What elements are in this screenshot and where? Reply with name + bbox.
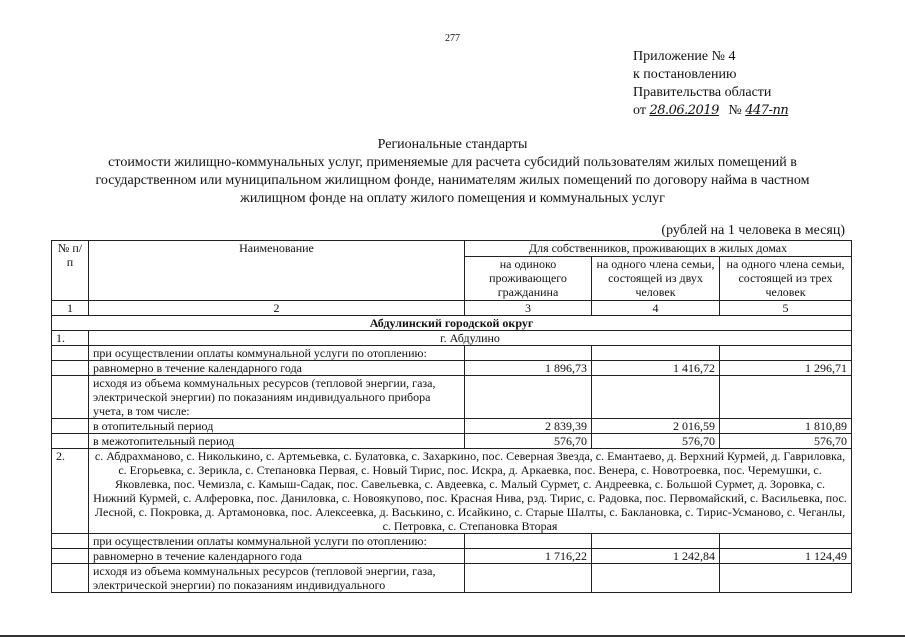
value-cell: 2 016,59 — [592, 419, 720, 434]
place-name: г. Абдулино — [89, 331, 852, 346]
title-line3: государственном или муниципальном жилищном фонде, нанимателям жилых помещений по договору найма в частном — [95, 173, 810, 188]
header-col5: на одного члена семьи, состоящей из трех человек — [720, 257, 852, 301]
title-line4: жилищном фонде на оплату жилого помещения и коммунальных услуг — [240, 191, 665, 206]
heating-label: при осуществлении оплаты коммунальной услуги по отоплению: — [89, 534, 465, 549]
value-cell: 1 124,49 — [720, 549, 852, 564]
bottom-rule — [0, 635, 905, 637]
appendix-date-line — [633, 102, 788, 120]
date-prefix: от — [633, 103, 646, 118]
col-number-2: 2 — [89, 301, 465, 316]
table-row — [52, 346, 852, 361]
col-number-4: 4 — [592, 301, 720, 316]
district-name: Абдулинский городской округ — [52, 316, 852, 331]
document-title — [60, 136, 845, 208]
uniform-label: равномерно в течение календарного года — [89, 361, 465, 376]
handwritten-date: 28.06.2019 — [649, 103, 719, 118]
table-row — [52, 419, 852, 434]
title-line1: Региональные стандарты — [377, 137, 528, 152]
table-row — [52, 534, 852, 549]
place-list: с. Абдрахманово, с. Николькино, с. Артемьевка, с. Булатовка, с. Захаркино, пос. Северная Звезда, с. Емантаево, д. Верхний Курмей, д. Гавриловка, с. Егорьевка, с. Зерикла, с. Степановка Первая, с. Новый Тирис, пос. Искра, д. Аркаевка, пос. Венера, с. Новотроевка, пос. Черемушки, с. Яковлевка, пос. Чемизла, с. Камыш-Садак, пос. Савельевка, с. Авдеевка, с. Малый Сурмет, с. Андреевка, с. Большой Сурмет, д. Зоровка, с. Нижний Курмей, с. Алферовка, пос. Даниловка, с. Новоякупово, пос. Красная Нива, рзд. Тирис, с. Радовка, пос. Первомайский, с. Васильевка, пос. Лесной, с. Покровка, д. Артамоновка, пос. Алексеевка, д. Васькино, с. Исайкино, с. Старые Шалты, с. Баклановка, с. Тирис-Усманово, с. Чеганлы, с. Петровка, с. Степановка Вторая — [89, 449, 852, 534]
appendix-line1: Приложение № 4 — [633, 49, 736, 64]
table-row — [52, 331, 852, 346]
table-row — [52, 449, 852, 534]
value-cell: 2 839,39 — [465, 419, 592, 434]
col-number-1: 1 — [52, 301, 89, 316]
table-row — [52, 549, 852, 564]
header-group: Для собственников, проживающих в жилых домах — [465, 241, 852, 257]
value-cell: 1 416,72 — [592, 361, 720, 376]
header-num: № п/п — [52, 241, 89, 301]
title-line2: стоимости жилищно-коммунальных услуг, применяемые для расчета субсидий пользователям жилых помещений в — [108, 155, 797, 170]
row-num: 1. — [52, 331, 89, 346]
uniform-label: равномерно в течение календарного года — [89, 549, 465, 564]
appendix-line3: Правительства области — [633, 85, 772, 100]
meter-label: исходя из объема коммунальных ресурсов (тепловой энергии, газа, электрической энергии) по показаниям индивидуального прибора учета, в том числе: — [89, 376, 465, 419]
table-row — [52, 564, 852, 593]
meter-label: исходя из объема коммунальных ресурсов (тепловой энергии, газа, электрической энергии) по показаниям индивидуального — [89, 564, 465, 593]
standards-table — [51, 240, 852, 593]
value-cell: 1 810,89 — [720, 419, 852, 434]
value-cell: 576,70 — [592, 434, 720, 449]
header-row — [52, 241, 852, 257]
value-cell: 1 296,71 — [720, 361, 852, 376]
col-number-5: 5 — [720, 301, 852, 316]
value-cell: 576,70 — [720, 434, 852, 449]
value-cell: 1 896,73 — [465, 361, 592, 376]
season-label: в отопительный период — [89, 419, 465, 434]
district-row — [52, 316, 852, 331]
appendix-line2: к постановлению — [633, 67, 737, 82]
header-name: Наименование — [89, 241, 465, 301]
offseason-label: в межотопительный период — [89, 434, 465, 449]
heating-label: при осуществлении оплаты коммунальной услуги по отоплению: — [89, 346, 465, 361]
header-col4: на одного члена семьи, состоящей из двух человек — [592, 257, 720, 301]
page-number: 277 — [445, 33, 460, 44]
unit-note: (рублей на 1 человека в месяц) — [661, 223, 845, 238]
table-row — [52, 361, 852, 376]
handwritten-number: 447-пп — [745, 103, 789, 118]
table-row — [52, 434, 852, 449]
table-row — [52, 376, 852, 419]
row-num: 2. — [52, 449, 89, 534]
number-prefix: № — [728, 103, 742, 118]
col-number-3: 3 — [465, 301, 592, 316]
column-number-row — [52, 301, 852, 316]
value-cell: 1 242,84 — [592, 549, 720, 564]
header-col3: на одиноко проживающего гражданина — [465, 257, 592, 301]
value-cell: 576,70 — [465, 434, 592, 449]
appendix-block — [633, 48, 788, 120]
value-cell: 1 716,22 — [465, 549, 592, 564]
